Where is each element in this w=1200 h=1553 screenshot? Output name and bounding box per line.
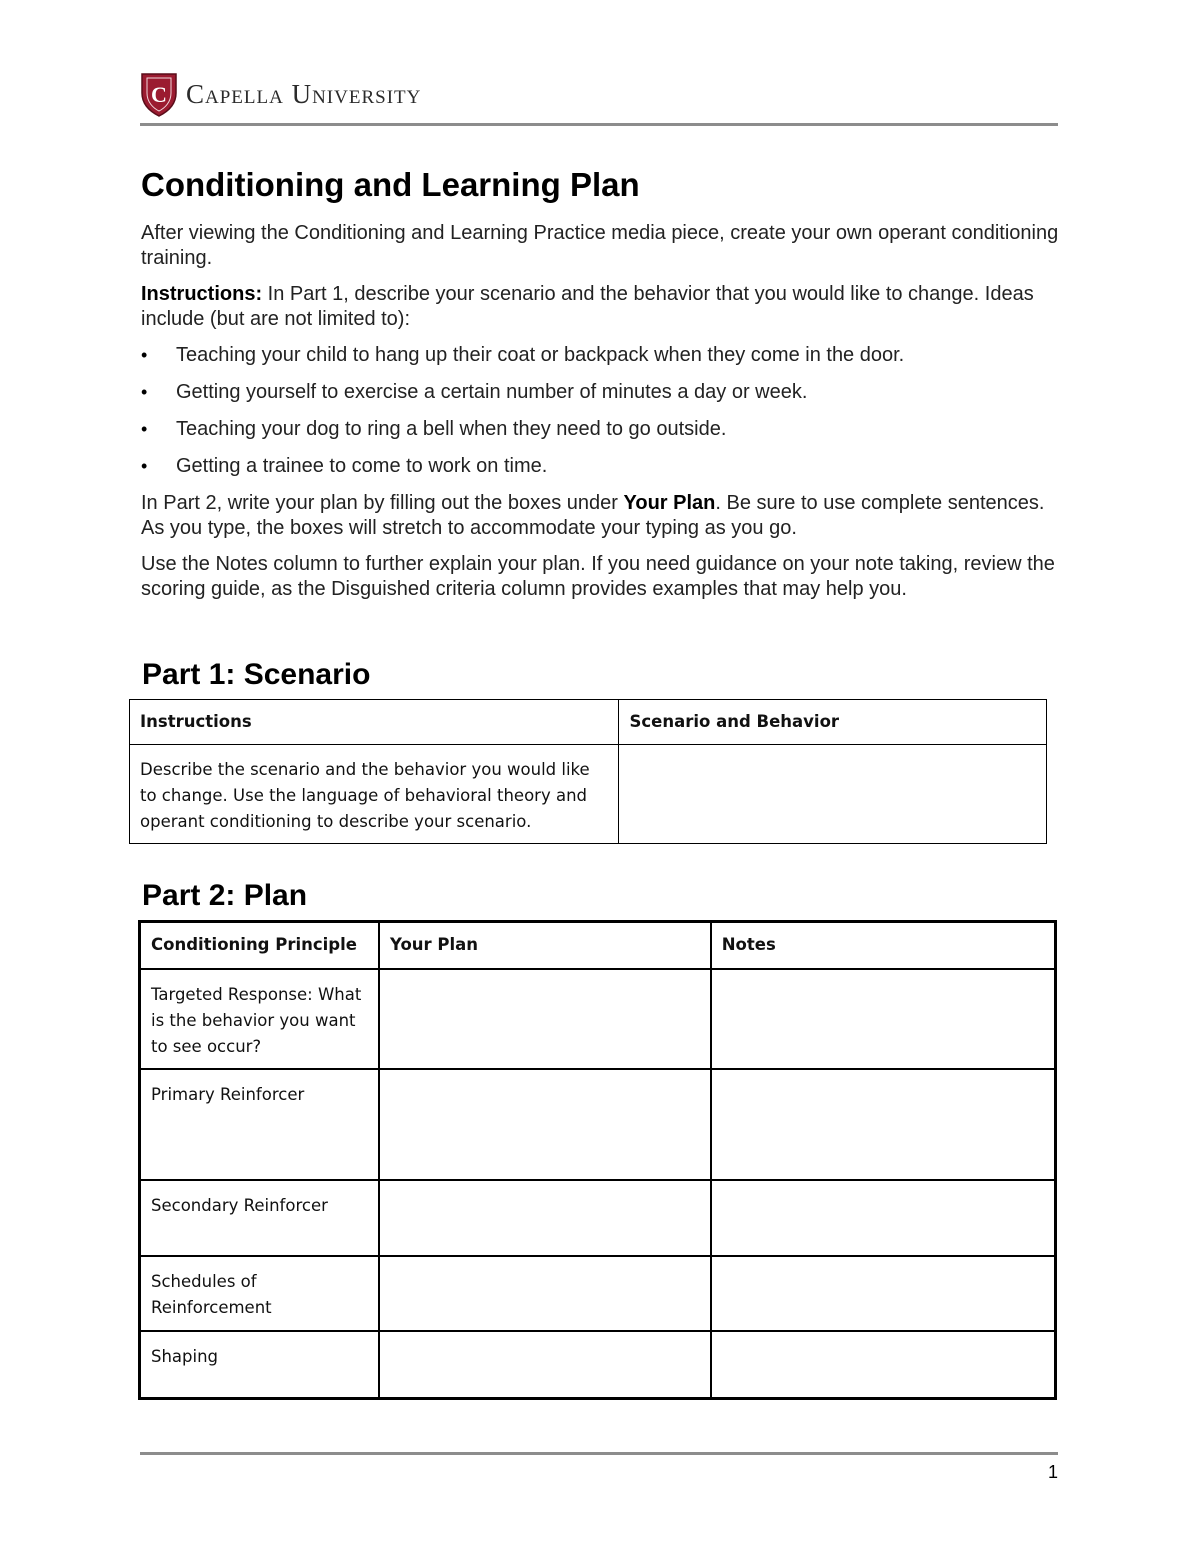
principle-cell: Secondary Reinforcer (140, 1180, 380, 1256)
column-header: Conditioning Principle (140, 922, 380, 969)
scenario-behavior-input[interactable] (619, 745, 1047, 844)
instructions-text: In Part 1, describe your scenario and the behavior that you would like to change. Ideas include (but are not limited to): (141, 283, 1034, 330)
column-header: Scenario and Behavior (619, 700, 1047, 745)
part2-paragraph: In Part 2, write your plan by filling out the boxes under Your Plan. Be sure to use complete sentences. As you type, the boxes will stretch to accommodate your typing as you go. (141, 492, 1045, 539)
logo-wordmark: Capella University (186, 78, 422, 109)
notes-input[interactable] (711, 1331, 1056, 1399)
table-row (140, 1180, 1056, 1256)
shield-crest-icon (140, 71, 178, 117)
notes-input[interactable] (711, 1069, 1056, 1180)
list-item: • Getting a trainee to come to work on time. (141, 455, 548, 477)
list-item: • Teaching your dog to ring a bell when they need to go outside. (141, 418, 727, 440)
table-row (130, 745, 1047, 844)
notes-paragraph: Use the Notes column to further explain your plan. If you need guidance on your note taking, review the scoring guide, as the Disguished criteria column provides examples that may help you. (141, 553, 1055, 600)
bullet-icon: • (141, 419, 148, 439)
part2-heading: Part 2: Plan (142, 879, 308, 912)
ideas-list (141, 343, 1061, 479)
column-header: Your Plan (379, 922, 711, 969)
bullet-icon: • (141, 456, 148, 476)
principle-cell: Shaping (140, 1331, 380, 1399)
page-number: 1 (1047, 1462, 1058, 1482)
your-plan-input[interactable] (379, 1180, 711, 1256)
list-item: • Teaching your child to hang up their coat or backpack when they come in the door. (141, 344, 905, 366)
your-plan-input[interactable] (379, 1069, 711, 1180)
table-row (140, 1331, 1056, 1399)
your-plan-input[interactable] (379, 1331, 711, 1399)
capella-logo (140, 70, 421, 118)
notes-input[interactable] (711, 1180, 1056, 1256)
table-row (140, 1069, 1056, 1180)
your-plan-input[interactable] (379, 1256, 711, 1331)
scenario-instructions-cell: Describe the scenario and the behavior you would like to change. Use the language of behavioral theory and operant conditioning to describe your scenario. (130, 745, 619, 844)
part1-heading: Part 1: Scenario (142, 658, 371, 691)
table-header-row (140, 922, 1056, 969)
notes-input[interactable] (711, 969, 1056, 1069)
instructions-paragraph (141, 282, 1061, 332)
column-header: Instructions (130, 700, 619, 745)
bullet-icon: • (141, 345, 148, 365)
list-item: • Getting yourself to exercise a certain number of minutes a day or week. (141, 381, 808, 403)
your-plan-emphasis: Your Plan (623, 492, 716, 514)
intro-paragraph: After viewing the Conditioning and Learning Practice media piece, create your own operant conditioning training. (141, 222, 1059, 269)
svg-text:C: C (151, 82, 167, 107)
table-row (140, 969, 1056, 1069)
plan-table (138, 920, 1057, 1400)
bullet-icon: • (141, 382, 148, 402)
page-title: Conditioning and Learning Plan (141, 166, 640, 203)
instructions-label: Instructions: (141, 283, 263, 305)
your-plan-input[interactable] (379, 969, 711, 1069)
principle-cell: Schedules of Reinforcement (140, 1256, 380, 1331)
principle-cell: Targeted Response: What is the behavior you want to see occur? (140, 969, 380, 1069)
column-header: Notes (711, 922, 1056, 969)
scenario-table (129, 699, 1047, 844)
document-body (141, 165, 1061, 613)
header-rule (140, 123, 1058, 126)
notes-input[interactable] (711, 1256, 1056, 1331)
table-header-row (130, 700, 1047, 745)
principle-cell: Primary Reinforcer (140, 1069, 380, 1180)
table-row (140, 1256, 1056, 1331)
footer-rule (140, 1452, 1058, 1455)
